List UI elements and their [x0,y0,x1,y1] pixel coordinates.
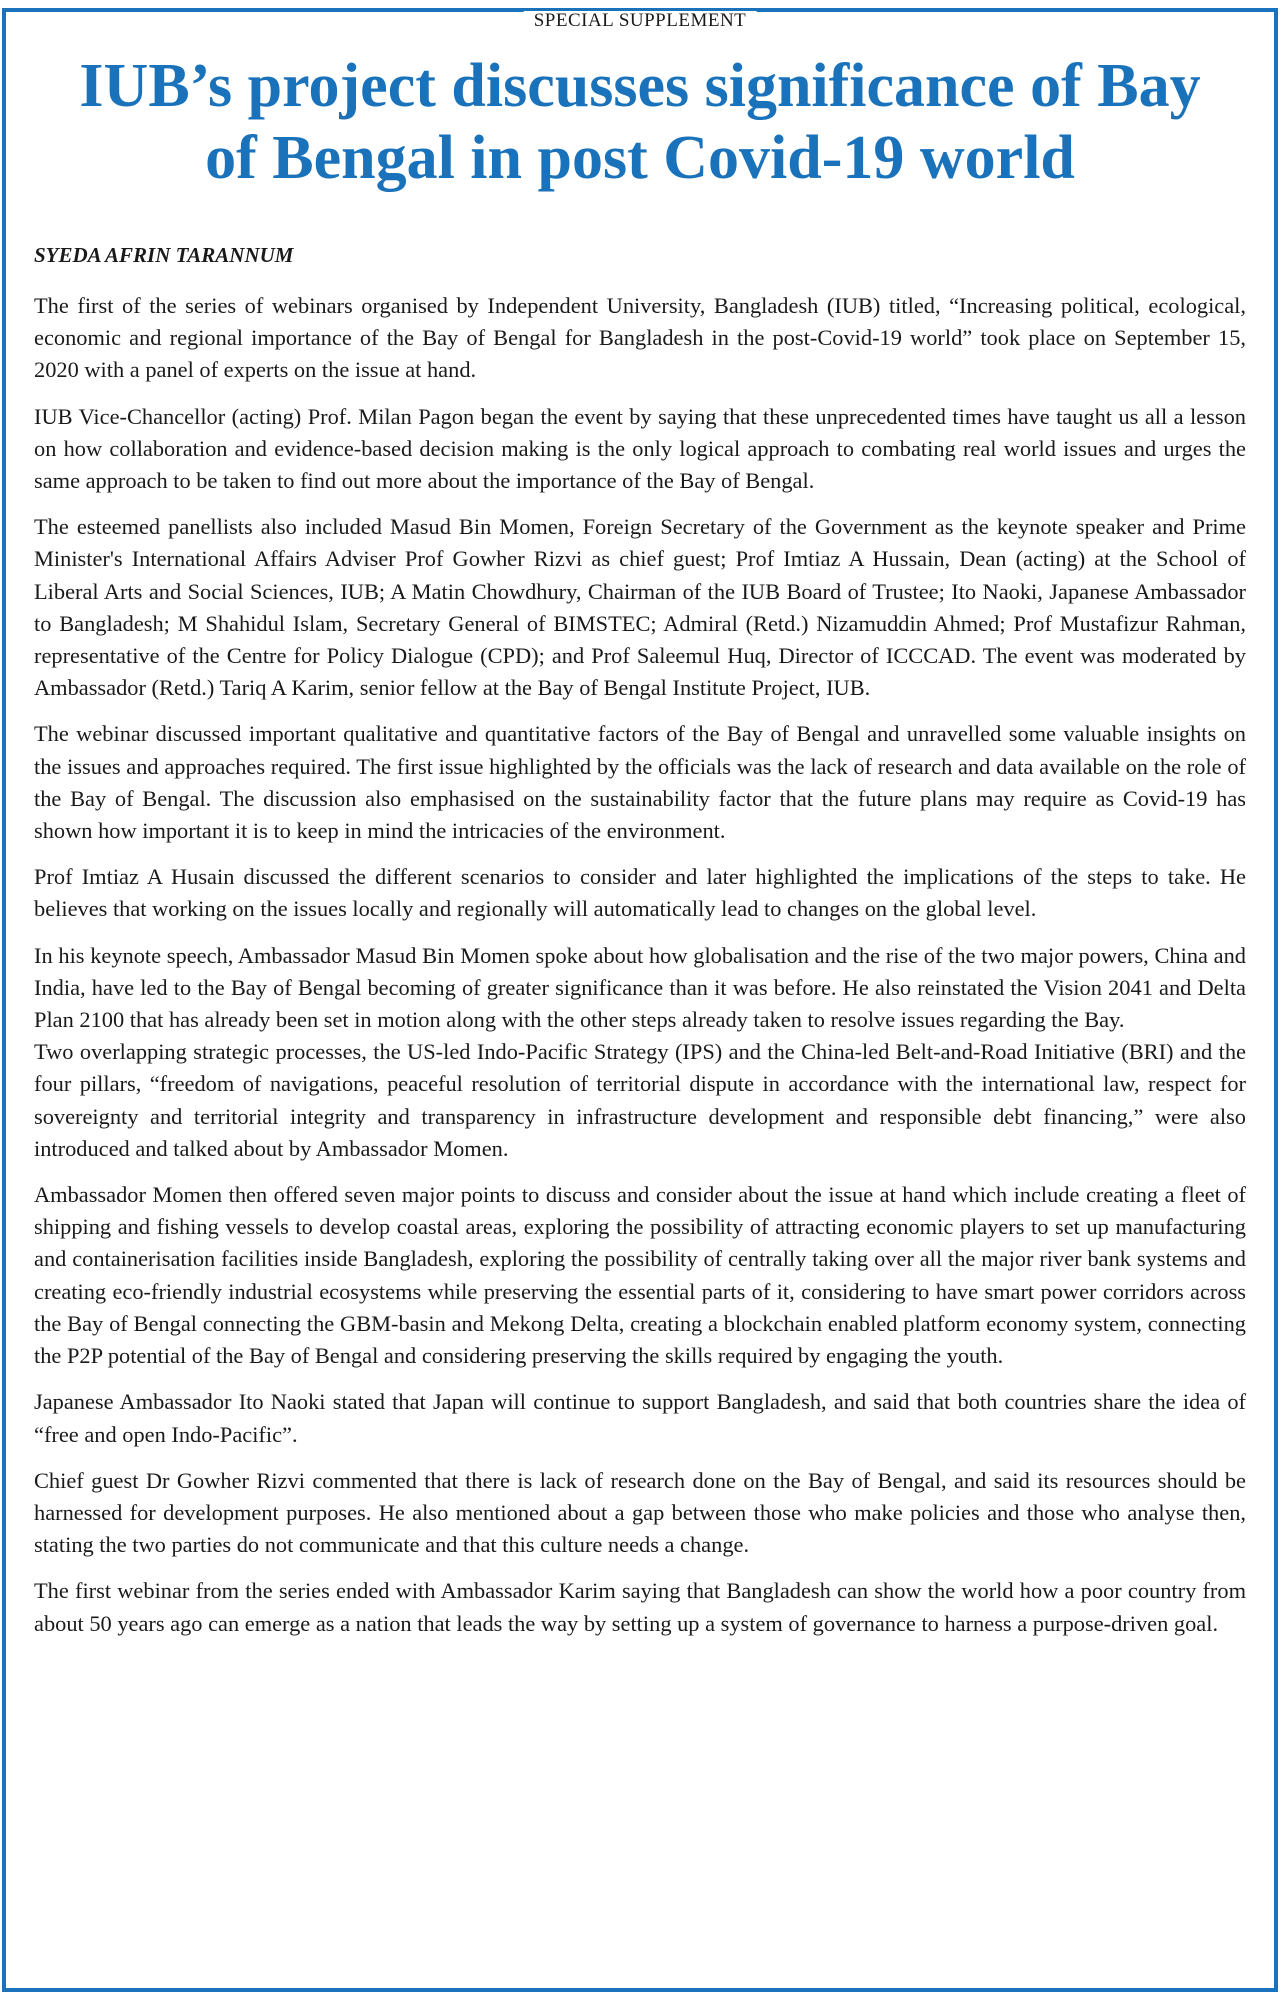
headline: IUB’s project discusses significance of Bay of Bengal in post Covid-19 world [79,52,1201,192]
paragraph: Prof Imtiaz A Husain discussed the different scenarios to consider and later highlighted the implications of the steps to take. He believes that working on the issues locally and regionally will automatically lead to changes on the global level. [34,864,1246,922]
section-label: SPECIAL SUPPLEMENT [524,11,757,31]
paragraph: The esteemed panellists also included Masud Bin Momen, Foreign Secretary of the Government as the keynote speaker and Prime Minister's International Affairs Adviser Prof Gowher Rizvi as chief guest; Prof Imtiaz A Hussain, Dean (acting) at the School of Liberal Arts and Social Sciences, IUB; A Matin Chowdhury, Chairman of the IUB Board of Trustee; Ito Naoki, Japanese Ambassador to Bangladesh; M Shahidul Islam, Secretary General of BIMSTEC; Admiral (Retd.) Nizamuddin Ahmed; Prof Mustafizur Rahman, representative of the Centre for Policy Dialogue (CPD); and Prof Saleemul Huq, Director of ICCCAD. The event was moderated by Ambassador (Retd.) Tariq A Karim, senior fellow at the Bay of Bengal Institute Project, IUB. [34,514,1246,701]
byline: SYEDA AFRIN TARANNUM [34,243,294,267]
paragraph: IUB Vice-Chancellor (acting) Prof. Milan Pagon began the event by saying that these unprecedented times have taught us all a lesson on how collaboration and evidence-based decision making is the only logical approach to combating real world issues and urges the same approach to be taken to find out more about the importance of the Bay of Bengal. [34,403,1246,494]
page-frame [2,8,1278,1992]
paragraph: Chief guest Dr Gowher Rizvi commented that there is lack of research done on the Bay of Bengal, and said its resources should be harnessed for development purposes. He also mentioned about a gap between those who make policies and those who analyse then, stating the two parties do not communicate and that this culture needs a change. [34,1467,1246,1558]
article-body [34,242,1246,1654]
paragraph: Ambassador Momen then offered seven major points to discuss and consider about the issue at hand which include creating a fleet of shipping and fishing vessels to develop coastal areas, exploring the possibility of attracting economic players to set up manufacturing and containerisation facilities inside Bangladesh, exploring the possibility of centrally taking over all the major river bank systems and creating eco-friendly industrial ecosystems while preserving the essential parts of it, considering to have smart power corridors across the Bay of Bengal connecting the GBM-basin and Mekong Delta, creating a blockchain enabled platform economy system, connecting the P2P potential of the Bay of Bengal and considering preserving the skills required by engaging the youth. [34,1182,1246,1369]
paragraph: The webinar discussed important qualitative and quantitative factors of the Bay of Bengal and unravelled some valuable insights on the issues and approaches required. The first issue highlighted by the officials was the lack of research and data available on the role of the Bay of Bengal. The discussion also emphasised on the sustainability factor that the future plans may require as Covid-19 has shown how important it is to keep in mind the intricacies of the environment. [34,721,1246,844]
paragraph: In his keynote speech, Ambassador Masud Bin Momen spoke about how globalisation and the rise of the two major powers, China and India, have led to the Bay of Bengal becoming of greater significance than it was before. He also reinstated the Vision 2041 and Delta Plan 2100 that has already been set in motion along with the other steps already taken to resolve issues regarding the Bay. [34,942,1246,1033]
paragraph: Two overlapping strategic processes, the US-led Indo-Pacific Strategy (IPS) and the China-led Belt-and-Road Initiative (BRI) and the four pillars, “freedom of navigations, peaceful resolution of territorial dispute in accordance with the international law, respect for sovereignty and territorial integrity and transparency in infrastructure development and responsible debt financing,” were also introduced and talked about by Ambassador Momen. [34,1039,1246,1161]
paragraph: The first webinar from the series ended with Ambassador Karim saying that Bangladesh can show the world how a poor country from about 50 years ago can emerge as a nation that leads the way by setting up a system of governance to harness a purpose-driven goal. [34,1578,1246,1636]
paragraph: The first of the series of webinars organised by Independent University, Bangladesh (IUB) titled, “Increasing political, ecological, economic and regional importance of the Bay of Bengal for Bangladesh in the post-Covid-19 world” took place on September 15, 2020 with a panel of experts on the issue at hand. [34,293,1246,383]
paragraph: Japanese Ambassador Ito Naoki stated that Japan will continue to support Bangladesh, and said that both countries share the idea of “free and open Indo-Pacific”. [34,1389,1246,1447]
